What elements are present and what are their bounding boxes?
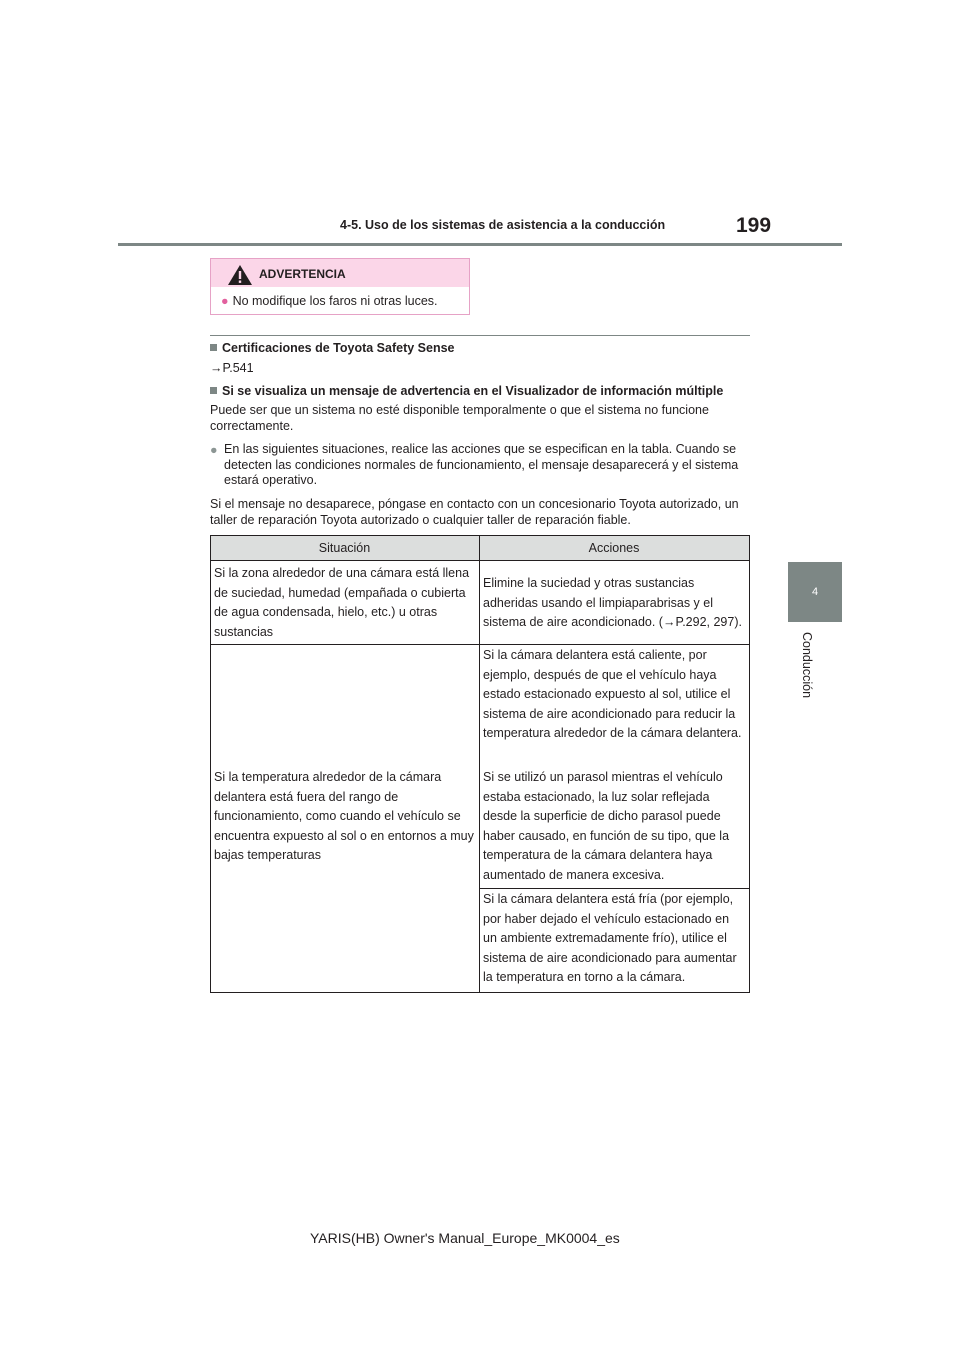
warning-text: No modifique los faros ni otras luces. xyxy=(232,294,438,308)
warning-triangle-icon xyxy=(227,264,253,286)
page-number: 199 xyxy=(736,214,772,237)
warning-header xyxy=(211,259,469,287)
row2-action-b: Si se utilizó un parasol mientras el vehículo estaba estacionado, la luz solar reflejada desde la superficie de dicho parasol puede haber causado, en función de su tipo, que la temperatura de la cámara delantera haya aumentado de manera excesiva. xyxy=(483,770,730,882)
row2-action-c: Si la cámara delantera está fría (por ejemplo, por haber dejado el vehículo estacionado en un ambiente extremadamente frío), utilice el sistema de aire acondicionado para aumentar la temperatura en torno a la cámara. xyxy=(483,892,737,984)
message-bullet-text: En las siguientes situaciones, realice las acciones que se especifican en la tabla. Cuando se detecten las condiciones normales de funcionamiento, el mensaje desaparecerá y el sistema estará operativo. xyxy=(224,442,739,487)
chapter-label xyxy=(797,632,817,722)
header-divider xyxy=(118,243,842,246)
warning-title: ADVERTENCIA xyxy=(259,267,346,281)
section-title: 4-5. Uso de los sistemas de asistencia a la conducción xyxy=(340,218,666,232)
table-header-actions: Acciones xyxy=(480,536,749,560)
square-bullet-icon xyxy=(210,387,217,394)
square-bullet-icon xyxy=(210,344,217,351)
row1-situation: Si la zona alrededor de una cámara está llena de suciedad, humedad (empañada o cubierta de agua condensada, hielo, etc.) u otras sustancias xyxy=(214,566,470,639)
chapter-label-text: Conducción xyxy=(800,632,814,699)
certifications-heading xyxy=(210,341,750,357)
row2-action-a: Si la cámara delantera está caliente, por ejemplo, después de que el vehículo haya estado estacionado expuesto al sol, utilice el sistema de aire acondicionado para reducir la temperatura alrededor de la cámara delantera. xyxy=(483,648,742,740)
chapter-tab[interactable] xyxy=(788,562,842,622)
message-heading-text: Si se visualiza un mensaje de advertencia en el Visualizador de información múltiple xyxy=(222,384,724,398)
message-heading xyxy=(210,384,750,400)
content-divider xyxy=(210,335,750,336)
footer-document-id: YARIS(HB) Owner's Manual_Europe_MK0004_es xyxy=(310,1230,620,1246)
message-closing: Si el mensaje no desaparece, póngase en contacto con un concesionario Toyota autorizado, un taller de reparación Toyota autorizado o cualquier taller de reparación fiable. xyxy=(210,497,739,527)
chapter-number: 4 xyxy=(811,586,819,598)
bullet-icon: ● xyxy=(210,443,218,457)
bullet-icon: ● xyxy=(221,294,229,308)
situation-actions-table xyxy=(210,535,750,993)
message-bullet xyxy=(210,442,750,489)
table-divider xyxy=(211,644,749,645)
table-divider xyxy=(211,560,749,561)
certifications-reference[interactable]: →P.541 xyxy=(210,361,254,375)
row1-action: Elimine la suciedad y otras sustancias adheridas usando el limpiaparabrisas y el sistema de aire acondicionado. (→P.292, 297). xyxy=(483,576,742,629)
certifications-heading-text: Certificaciones de Toyota Safety Sense xyxy=(222,341,455,355)
message-intro: Puede ser que un sistema no esté disponible temporalmente o que el sistema no funcione correctamente. xyxy=(210,403,709,433)
table-divider xyxy=(480,888,749,889)
warning-item xyxy=(211,287,469,308)
warning-box xyxy=(210,258,470,315)
table-header-situation: Situación xyxy=(211,536,479,560)
row2-situation: Si la temperatura alrededor de la cámara delantera está fuera del rango de funcionamiento, como cuando el vehículo se encuentra expuesto al sol o en entornos a muy bajas temperaturas xyxy=(214,770,474,862)
